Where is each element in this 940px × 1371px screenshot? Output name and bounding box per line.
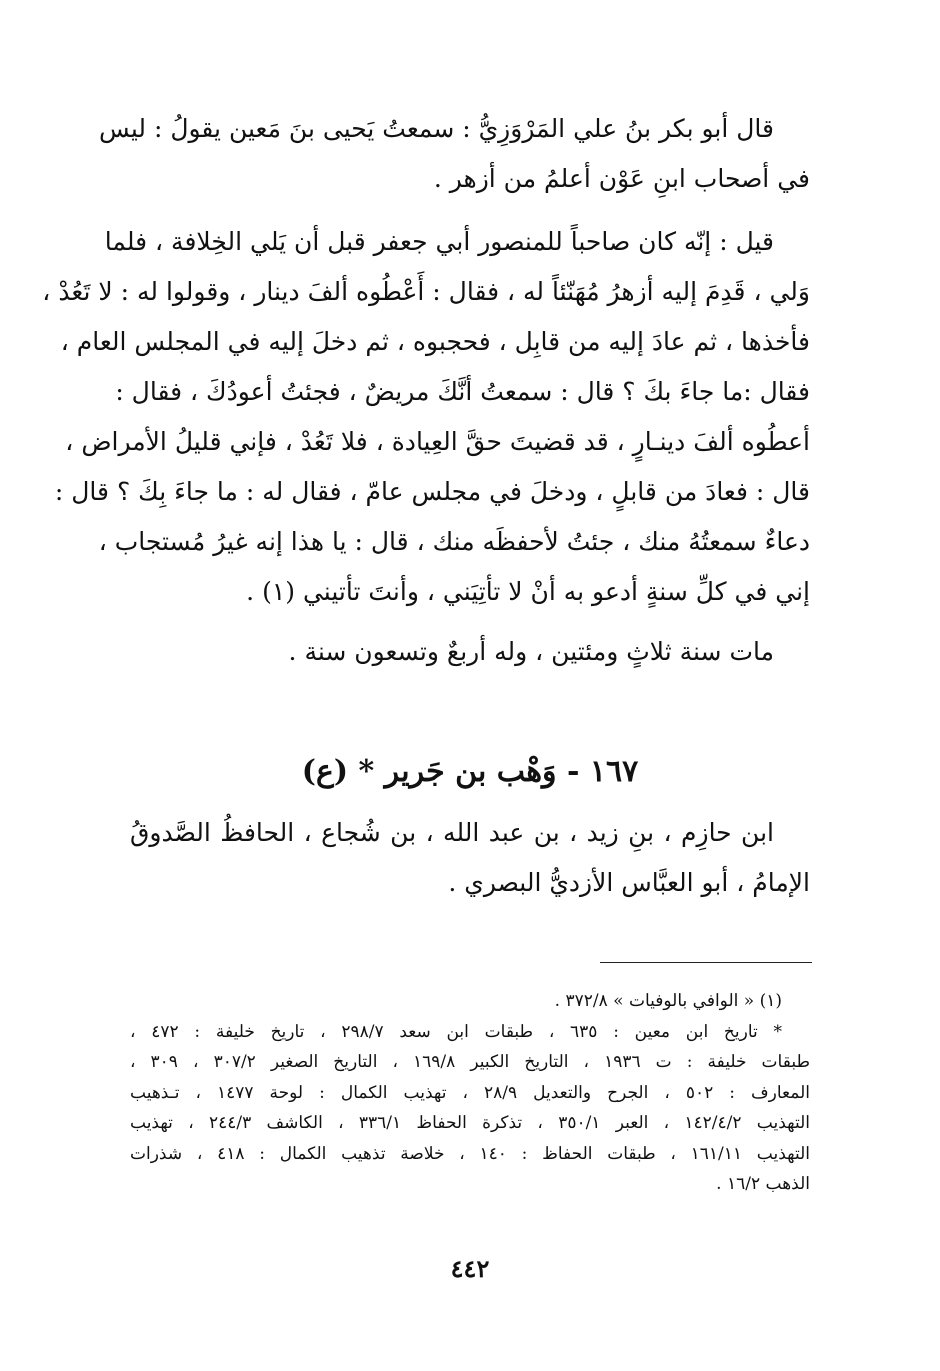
text-line: قال أبو بكر بنُ علي المَرْوَزِيُّ : سمعتُ يَحيى بنَ مَعين يقولُ : ليس bbox=[98, 114, 774, 143]
footnote-line: التهذيب ١٤٢/٤/٢ ، العبر ٣٥٠/١ ، تذكرة الحفاظ ٣٣٦/١ ، الكاشف ٢٤٤/٣ ، تهذيب bbox=[130, 1113, 811, 1133]
entry-biography bbox=[130, 808, 810, 908]
footnotes bbox=[130, 986, 810, 1200]
text-line: الإمامُ ، أبو العبَّاس الأزديُّ البصري . bbox=[448, 868, 810, 897]
footnote-line: المعارف : ٥٠٢ ، الجرح والتعديل ٢٨/٩ ، تهذيب الكمال : لوحة ١٤٧٧ ، تـذهيب bbox=[130, 1082, 810, 1103]
text-line: دعاءٌ سمعتُهُ منك ، جئتُ لأحفظَه منك ، قال : يا هذا إنه غيرُ مُستجاب ، bbox=[98, 527, 810, 556]
text-line: فأخذها ، ثم عادَ إليه من قابِل ، فحجبوه ، ثم دخلَ إليه في المجلس العام ، bbox=[60, 327, 810, 356]
page-number: ٤٤٢ bbox=[450, 1254, 490, 1283]
footnote-line: (١) « الوافي بالوفيات » ٣٧٢/٨ . bbox=[554, 991, 782, 1011]
footnote-line: التهذيب ١٦١/١١ ، طبقات الحفاظ : ١٤٠ ، خلاصة تذهيب الكمال : ٤١٨ ، شذرات bbox=[130, 1143, 811, 1164]
footnote-line: * تاريخ ابن معين : ٦٣٥ ، طبقات ابن سعد ٢٩٨/٧ ، تاريخ خليفة : ٤٧٢ ، bbox=[130, 1021, 782, 1042]
footnote-line: طبقات خليفة : ت ١٩٣٦ ، التاريخ الكبير ١٦٩/٨ ، التاريخ الصغير ٣٠٧/٢ ، ٣٠٩ ، bbox=[130, 1052, 810, 1072]
paragraph-mansur-story bbox=[42, 217, 810, 617]
text-line: مات سنة ثلاثٍ ومئتين ، وله أربعٌ وتسعون سنة . bbox=[288, 637, 774, 666]
footnote-divider bbox=[600, 962, 812, 963]
text-line: قال : فعادَ من قابلٍ ، ودخلَ في مجلس عامّ ، فقال له : ما جاءَ بِكَ ؟ قال : bbox=[54, 477, 810, 506]
text-line: ابن حازِم ، بنِ زيد ، بن عبد الله ، بن شُجاع ، الحافظُ الصَّدوقُ bbox=[130, 818, 774, 847]
text-line: إني في كلِّ سنةٍ أدعو به أنْ لا تأتِيَني ، وأنتَ تأتيني (١) . bbox=[246, 577, 810, 606]
text-line: فقال :ما جاءَ بكَ ؟ قال : سمعتُ أنَّكَ مريضٌ ، فجئتُ أعودُكَ ، فقال : bbox=[115, 377, 810, 406]
text-line: أعطُوه ألفَ دينـارٍ ، قد قضيتَ حقَّ العِيادة ، فلا تَعُدْ ، فإني قليلُ الأمراض ، bbox=[65, 427, 810, 456]
text-line: في أصحاب ابنِ عَوْن أعلمُ من أزهر . bbox=[433, 164, 810, 193]
paragraph-death bbox=[130, 627, 810, 677]
paragraph-azhar-quote bbox=[98, 104, 810, 204]
text-line: وَلي ، قَدِمَ إليه أزهرُ مُهَنّئاً له ، فقال : أَعْطُوه ألفَ دينار ، وقولوا له : لا تَعُدْ ، bbox=[42, 277, 810, 306]
footnote-line: الذهب ١٦/٢ . bbox=[716, 1174, 810, 1194]
entry-heading: ١٦٧ - وَهْب بن جَرير * (ع) bbox=[301, 754, 639, 789]
text-line: قيل : إنّه كان صاحباً للمنصور أبي جعفر قبل أن يَلي الخِلافة ، فلما bbox=[104, 227, 774, 256]
